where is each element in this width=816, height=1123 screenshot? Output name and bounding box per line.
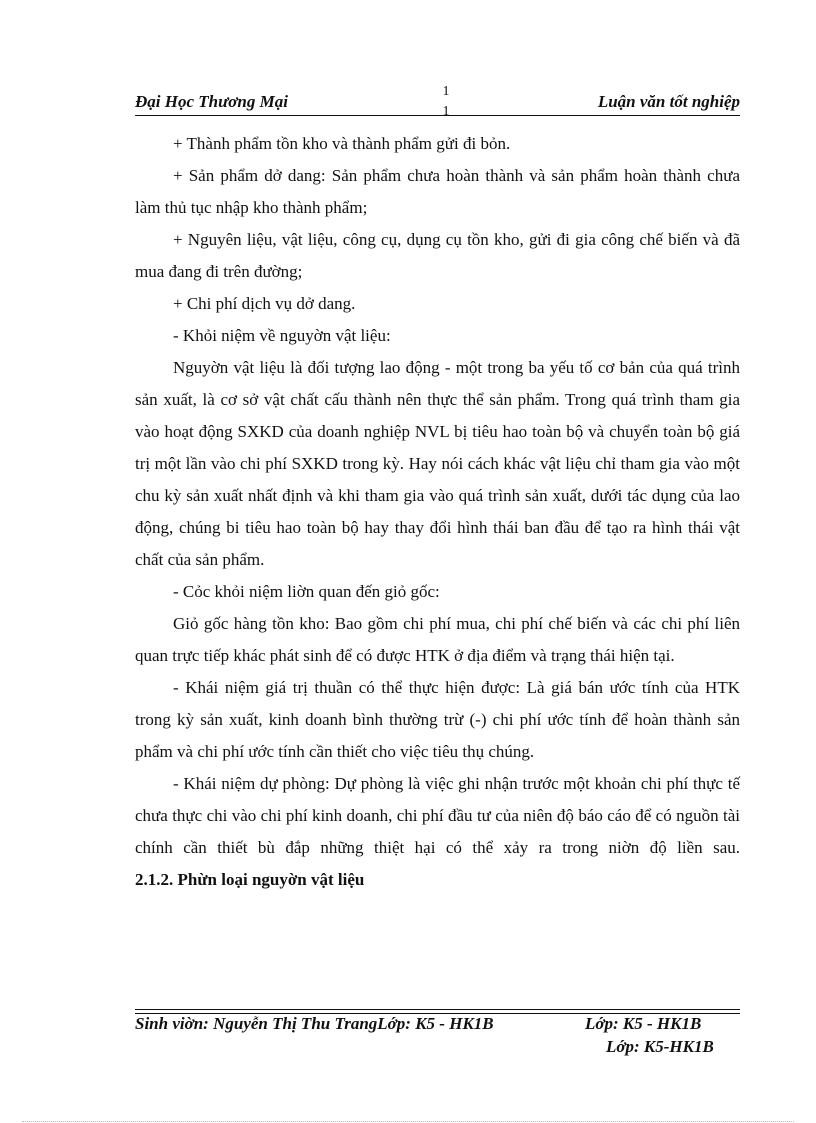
header-page-number	[440, 82, 452, 122]
body-text	[135, 128, 740, 896]
page-boundary-dotted	[22, 1121, 794, 1122]
paragraph-finished-goods: + Thành phẩm tồn kho và thành phẩm gửi đi bỏn.	[173, 134, 511, 153]
paragraph-original-cost: Giỏ gốc hàng tồn kho: Bao gồm chi phí mua, chi phí chế biến và các chi phí liên quan trực tiếp khác phát sinh để có được HTK ở địa điểm và trạng thái hiện tại.	[135, 614, 740, 665]
footer-class-2: Lớp: K5-HK1B	[606, 1037, 714, 1056]
footer-class-1: Lớp: K5 - HK1B	[585, 1014, 702, 1033]
paragraph-net-realizable-value: - Khái niệm giá trị thuần có thể thực hiện được: Là giá bán ước tính của HTK trong kỳ sản xuất, kinh doanh bình thường trừ (-) chi phí ước tính để hoàn thành sản phẩm và chi phí ước tính cần thiết cho việc tiêu thụ chúng.	[135, 678, 740, 761]
header-rule	[135, 115, 740, 116]
section-heading: 2.1.2. Phừn loại nguyờn vật liệu	[135, 870, 365, 889]
paragraph-material-concept: Nguyờn vật liệu là đối tượng lao động - một trong ba yếu tố cơ bản của quá trình sản xuất, là cơ sở vật chất cấu thành nên thực thể sản phẩm. Trong quá trình tham gia vào hoạt động SXKD của doanh nghiệp NVL bị tiêu hao toàn bộ và chuyển toàn bộ giá trị một lần vào chi phí SXKD trong kỳ. Hay nói cách khác vật liệu chỉ tham gia vào một chu kỳ sản xuất nhất định và khi tham gia vào quá trình sản xuất, dưới tác dụng của lao động, chúng bi tiêu hao toàn bộ hay thay đổi hình thái ban đầu để tạo ra hình thái vật chất của sản phẩm.	[135, 358, 740, 569]
footer-student-info: Sinh viờn: Nguyễn Thị Thu TrangLớp: K5 - HK1B	[135, 1014, 494, 1033]
header-school-name: Đại Học Thương Mại	[135, 92, 288, 111]
page-number-top: 1	[442, 84, 450, 99]
paragraph-work-in-progress: + Sản phẩm dở dang: Sản phẩm chưa hoàn thành và sản phẩm hoàn thành chưa làm thủ tục nhập kho thành phẩm;	[135, 166, 740, 217]
paragraph-service-costs: + Chi phí dịch vụ dở dang.	[173, 294, 356, 313]
page-number-bottom: 1	[442, 104, 450, 119]
header-document-type: Luận văn tốt nghiệp	[597, 92, 740, 111]
paragraph-raw-materials: + Nguyên liệu, vật liệu, công cụ, dụng cụ tồn kho, gửi đi gia công chế biến và đã mua đang đi trên đường;	[135, 230, 740, 281]
footer-rule-top	[135, 1009, 740, 1010]
paragraph-provision: - Khái niệm dự phòng: Dự phòng là việc ghi nhận trước một khoản chi phí thực tế chưa thực chi vào chi phí kinh doanh, chi phí đầu tư của niên độ báo cáo để có nguồn tài chính cần thiết bù đắp những thiệt hại có thể xảy ra trong niờn độ liền sau.	[135, 774, 740, 857]
paragraph-cost-concepts-title: - Cỏc khỏi niệm liờn quan đến giỏ gốc:	[173, 582, 440, 601]
paragraph-material-concept-title: - Khỏi niệm về nguyờn vật liệu:	[173, 326, 391, 345]
